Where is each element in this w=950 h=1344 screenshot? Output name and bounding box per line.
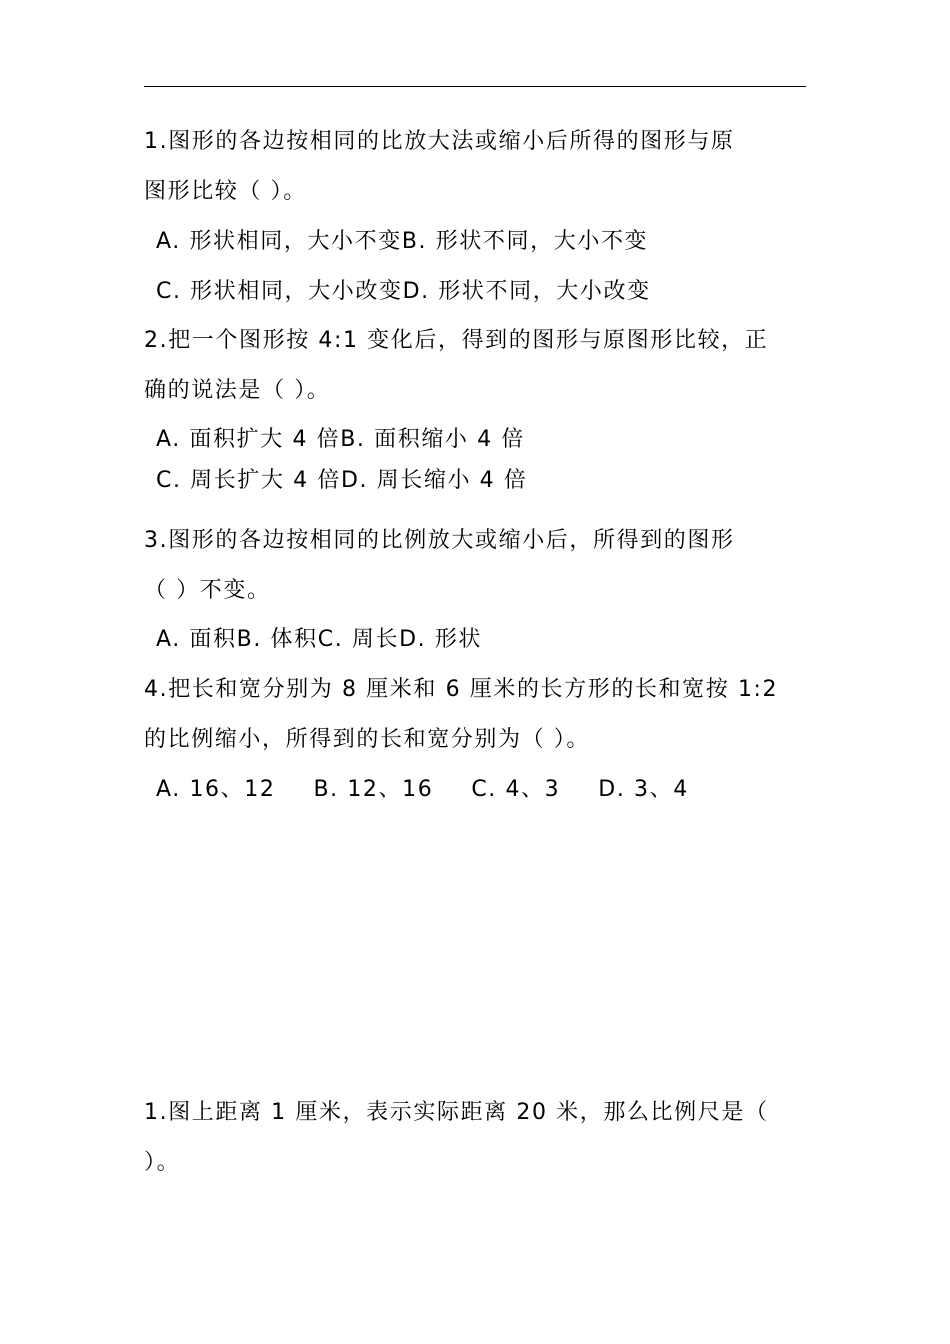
q5-stem-line1: 1.图上距离 1 厘米，表示实际距离 20 米，那么比例尺是（ [144,1100,769,1125]
q3-stem-line2: （ ）不变。 [144,578,271,603]
q2-option-b: B. 面积缩小 4 倍 [340,427,525,452]
q4-option-a: A. 16、12 [156,777,276,802]
header-rule [144,86,806,87]
q4-option-b: B. 12、16 [313,777,434,802]
q3-option-c: C. 周长 [317,627,400,652]
q1-options-row2 [156,277,651,307]
q2-stem-line2: 确的说法是（ ）。 [144,378,331,403]
q4-options-row [156,775,689,805]
q3-option-a: A. 面积 [156,627,237,652]
q3-options-row [156,625,482,655]
q1-option-c: C. 形状相同，大小改变 [156,279,403,304]
q1-option-b: B. 形状不同，大小不变 [401,229,649,254]
q5-stem-line2: ）。 [144,1150,181,1175]
q4-option-c: C. 4、3 [471,777,561,802]
q3-stem-line1: 3.图形的各边按相同的比例放大或缩小后，所得到的图形 [144,528,735,553]
q2-option-a: A. 面积扩大 4 倍 [156,427,341,452]
q1-options-row1 [156,227,648,257]
q2-options-row2 [156,466,527,496]
q2-option-d: D. 周长缩小 4 倍 [340,468,528,493]
q1-stem-line2: 图形比较（ ）。 [144,179,307,204]
q3-option-b: B. 体积 [236,627,318,652]
q4-stem-line1: 4.把长和宽分别为 8 厘米和 6 厘米的长方形的长和宽按 1:2 [144,677,779,702]
q2-option-c: C. 周长扩大 4 倍 [156,468,341,493]
q1-stem-line1: 1.图形的各边按相同的比放大法或缩小后所得的图形与原 [144,129,735,154]
q3-option-d: D. 形状 [399,627,483,652]
q4-stem-line2: 的比例缩小，所得到的长和宽分别为（ ）。 [144,727,590,752]
q4-option-d: D. 3、4 [598,777,689,802]
q1-option-a: A. 形状相同，大小不变 [156,229,402,254]
q2-stem-line1: 2.把一个图形按 4:1 变化后，得到的图形与原图形比较，正 [144,328,769,353]
q1-option-d: D. 形状不同，大小改变 [402,279,651,304]
q2-options-row1 [156,425,525,455]
